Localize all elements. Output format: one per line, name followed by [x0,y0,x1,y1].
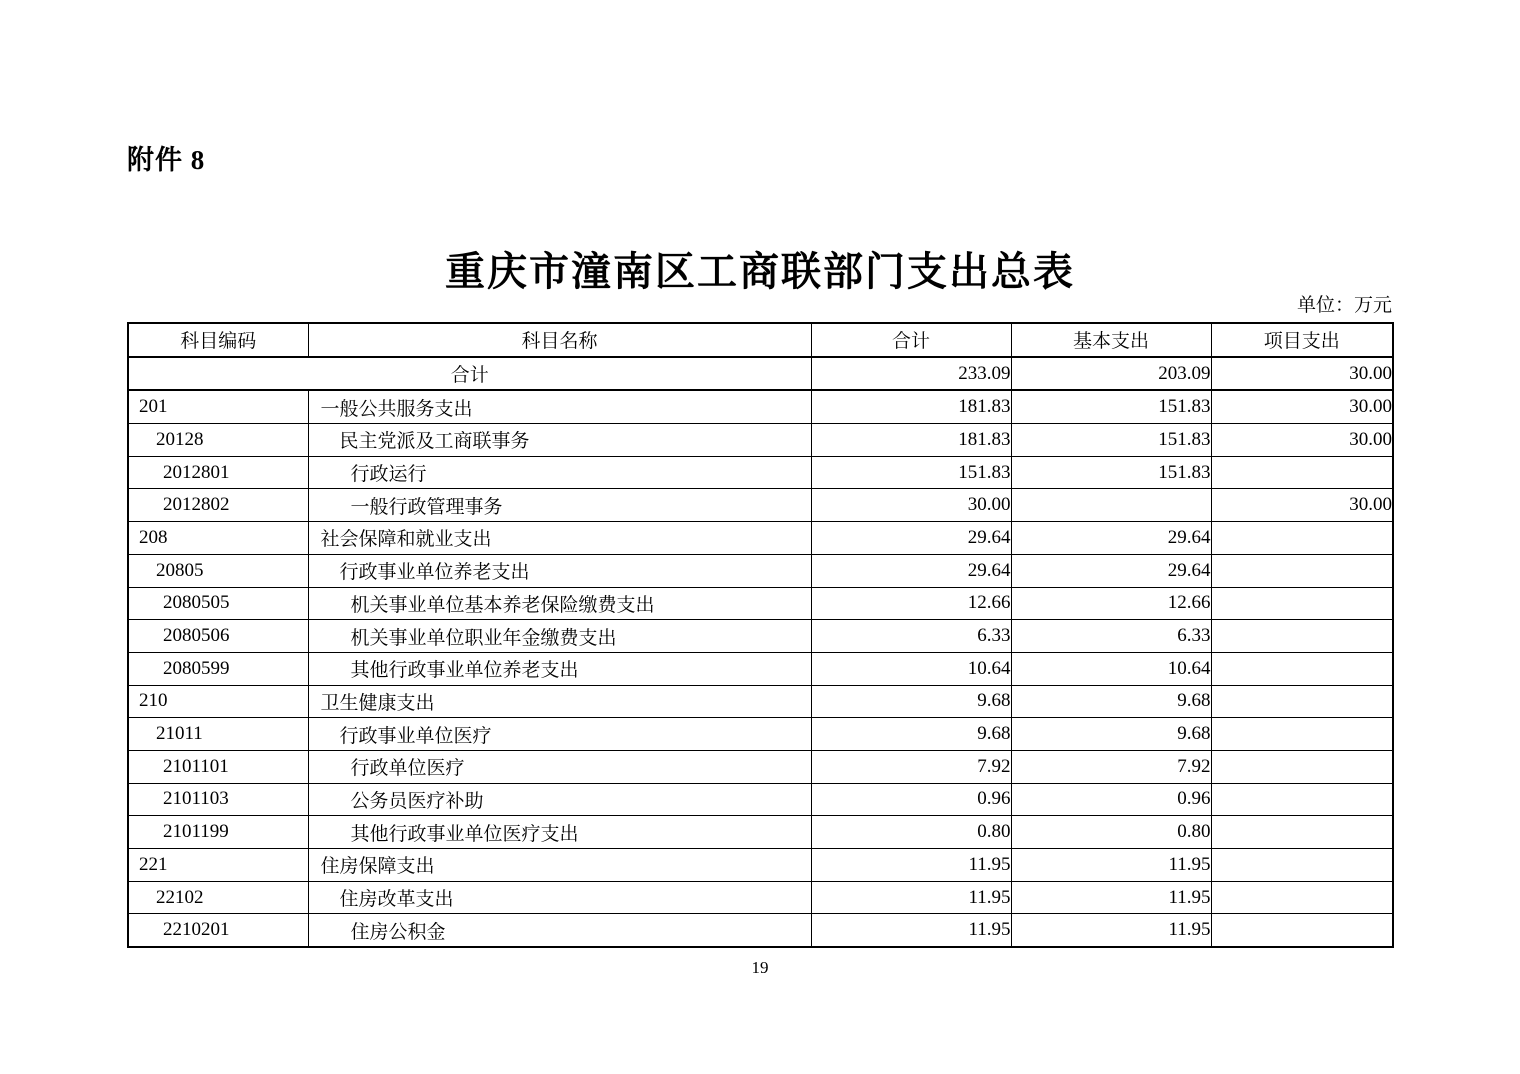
total-value: 7.92 [811,750,1011,783]
subject-code: 221 [128,849,308,882]
total-value: 29.64 [811,522,1011,555]
table-row [128,652,1393,685]
total-value: 6.33 [811,620,1011,653]
subject-code: 2101199 [128,816,308,849]
subject-code: 2012802 [128,489,308,522]
basic-expenditure-value: 0.96 [1011,783,1211,816]
page-number: 19 [751,958,769,977]
total-value: 181.83 [811,390,1011,423]
basic-expenditure-value: 29.64 [1011,522,1211,555]
total-value: 0.80 [811,816,1011,849]
project-expenditure-value [1211,783,1393,816]
table-row [128,390,1393,423]
subject-name: 行政事业单位医疗 [308,718,811,751]
basic-expenditure-value: 11.95 [1011,881,1211,914]
project-expenditure-value: 30.00 [1211,489,1393,522]
project-expenditure-value [1211,554,1393,587]
project-expenditure-value [1211,522,1393,555]
total-value: 181.83 [811,424,1011,457]
table-row [128,554,1393,587]
total-value: 0.96 [811,783,1011,816]
project-expenditure-value [1211,718,1393,751]
basic-expenditure-value: 9.68 [1011,718,1211,751]
total-value: 11.95 [811,914,1011,947]
subject-code: 2101101 [128,750,308,783]
basic-expenditure-value: 151.83 [1011,456,1211,489]
table-row [128,816,1393,849]
subject-name: 其他行政事业单位医疗支出 [308,816,811,849]
subject-code: 201 [128,390,308,423]
table-row [128,718,1393,751]
project-expenditure-value [1211,587,1393,620]
subject-code: 2080506 [128,620,308,653]
subject-name: 行政单位医疗 [308,750,811,783]
table-row [128,620,1393,653]
subject-code: 22102 [128,881,308,914]
subject-name: 其他行政事业单位养老支出 [308,652,811,685]
project-expenditure-value [1211,456,1393,489]
table-row [128,914,1393,947]
subject-name: 民主党派及工商联事务 [308,424,811,457]
subject-name: 机关事业单位职业年金缴费支出 [308,620,811,653]
subject-name: 行政事业单位养老支出 [308,554,811,587]
subject-name: 一般行政管理事务 [308,489,811,522]
subject-name: 住房公积金 [308,914,811,947]
total-value: 9.68 [811,685,1011,718]
subject-code: 2101103 [128,783,308,816]
col-header-subject-name: 科目名称 [308,323,811,357]
subject-name: 机关事业单位基本养老保险缴费支出 [308,587,811,620]
project-expenditure-value [1211,881,1393,914]
project-expenditure-value: 30.00 [1211,390,1393,423]
subject-code: 20805 [128,554,308,587]
total-value: 11.95 [811,881,1011,914]
subject-code: 21011 [128,718,308,751]
col-header-project-expenditure: 项目支出 [1211,323,1393,357]
basic-expenditure-value: 11.95 [1011,849,1211,882]
attachment-label: 附件 8 [127,145,206,175]
project-expenditure-value [1211,685,1393,718]
table-row [128,685,1393,718]
total-value: 11.95 [811,849,1011,882]
subject-code: 2012801 [128,456,308,489]
basic-expenditure-value: 29.64 [1011,554,1211,587]
basic-expenditure-value: 7.92 [1011,750,1211,783]
total-row-project-expenditure-value: 30.00 [1211,357,1393,391]
expenditure-table [127,322,1394,948]
basic-expenditure-value: 10.64 [1011,652,1211,685]
total-row-basic-expenditure-value: 203.09 [1011,357,1211,391]
table-row [128,522,1393,555]
subject-code: 208 [128,522,308,555]
project-expenditure-value: 30.00 [1211,424,1393,457]
basic-expenditure-value: 12.66 [1011,587,1211,620]
total-row-label: 合计 [128,357,811,391]
subject-code: 210 [128,685,308,718]
project-expenditure-value [1211,914,1393,947]
total-value: 10.64 [811,652,1011,685]
basic-expenditure-value [1011,489,1211,522]
col-header-total: 合计 [811,323,1011,357]
basic-expenditure-value: 6.33 [1011,620,1211,653]
project-expenditure-value [1211,816,1393,849]
table-row [128,456,1393,489]
table-row [128,783,1393,816]
subject-name: 卫生健康支出 [308,685,811,718]
col-header-subject-code: 科目编码 [128,323,308,357]
total-value: 9.68 [811,718,1011,751]
basic-expenditure-value: 151.83 [1011,390,1211,423]
subject-code: 2210201 [128,914,308,947]
table-row [128,489,1393,522]
table-row [128,750,1393,783]
table-row [128,849,1393,882]
subject-name: 行政运行 [308,456,811,489]
total-value: 30.00 [811,489,1011,522]
page-title: 重庆市潼南区工商联部门支出总表 [445,249,1075,294]
total-row [128,357,1393,391]
table-row [128,587,1393,620]
subject-code: 20128 [128,424,308,457]
total-row-total-value: 233.09 [811,357,1011,391]
col-header-basic-expenditure: 基本支出 [1011,323,1211,357]
subject-code: 2080599 [128,652,308,685]
total-value: 29.64 [811,554,1011,587]
table-row [128,424,1393,457]
project-expenditure-value [1211,652,1393,685]
subject-name: 公务员医疗补助 [308,783,811,816]
subject-code: 2080505 [128,587,308,620]
subject-name: 社会保障和就业支出 [308,522,811,555]
table-header-row [128,323,1393,357]
unit-label: 单位：万元 [1296,295,1392,316]
project-expenditure-value [1211,750,1393,783]
subject-name: 一般公共服务支出 [308,390,811,423]
project-expenditure-value [1211,620,1393,653]
basic-expenditure-value: 11.95 [1011,914,1211,947]
total-value: 151.83 [811,456,1011,489]
total-value: 12.66 [811,587,1011,620]
subject-name: 住房改革支出 [308,881,811,914]
table-row [128,881,1393,914]
basic-expenditure-value: 9.68 [1011,685,1211,718]
project-expenditure-value [1211,849,1393,882]
subject-name: 住房保障支出 [308,849,811,882]
basic-expenditure-value: 151.83 [1011,424,1211,457]
basic-expenditure-value: 0.80 [1011,816,1211,849]
